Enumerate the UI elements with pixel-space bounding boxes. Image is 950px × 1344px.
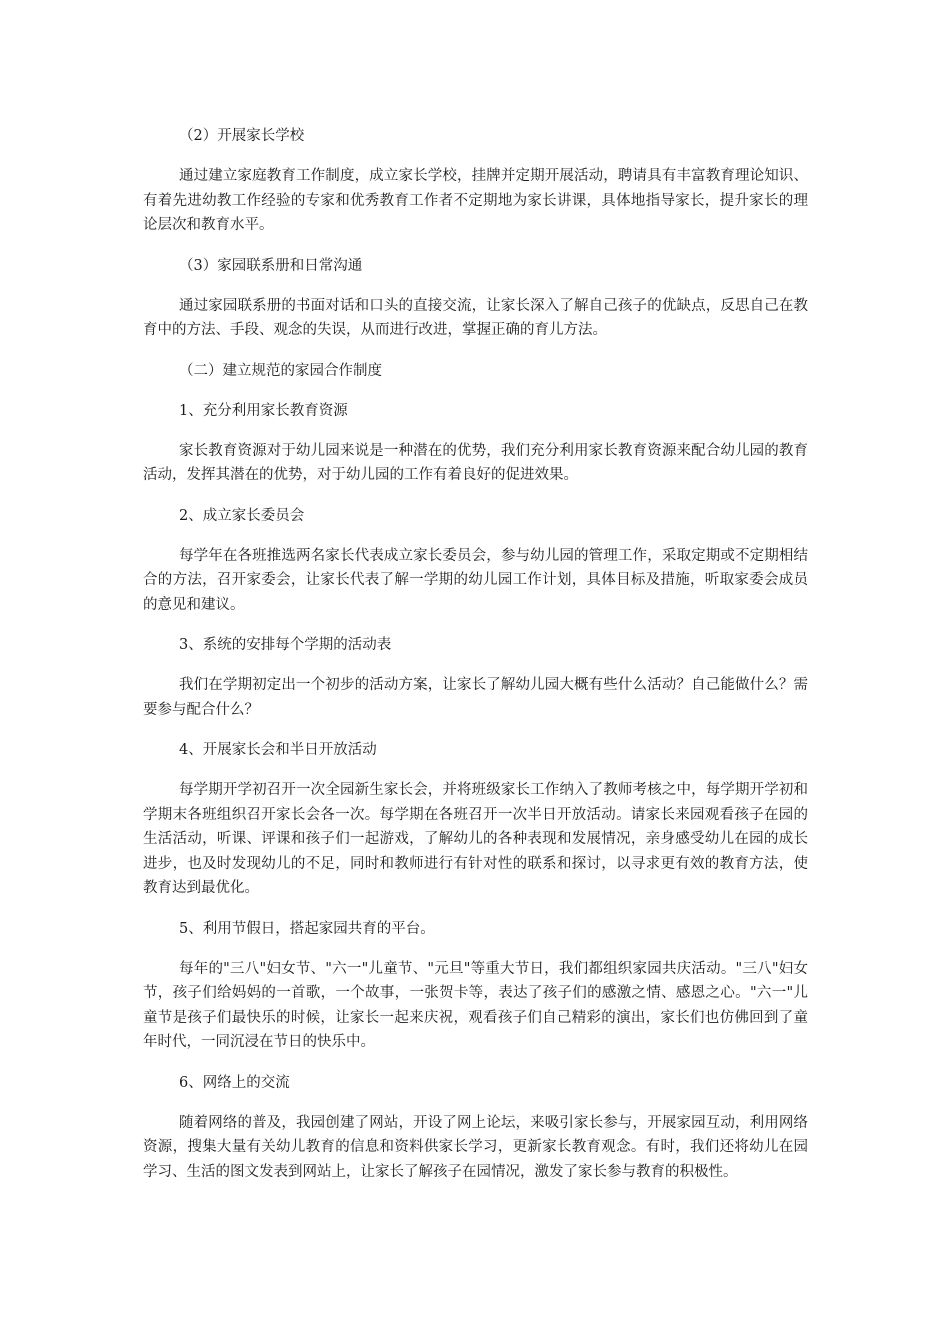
document-body	[143, 124, 808, 1200]
section-heading-parent-resources: 1、充分利用家长教育资源	[179, 402, 348, 419]
paragraph-contact-book: 通过家园联系册的书面对话和口头的直接交流，让家长深入了解自己孩子的优缺点，反思自己在教育中的方法、手段、观念的失误，从而进行改进，掌握正确的育儿方法。	[143, 297, 808, 338]
paragraph-activity-schedule: 我们在学期初定出一个初步的活动方案，让家长了解幼儿园大概有些什么活动？自己能做什么？需要参与配合什么？	[143, 677, 808, 718]
section-heading-parent-meeting: 4、开展家长会和半日开放活动	[179, 742, 377, 758]
section-heading-cooperation-system: （二）建立规范的家园合作制度	[179, 362, 382, 379]
paragraph-online-exchange: 随着网络的普及，我园创建了网站，开设了网上论坛，来吸引家长参与，开展家园互动，利用网络资源，搜集大量有关幼儿教育的信息和资料供家长学习，更新家长教育观念。有时，我们还将幼儿在园学习、生活的图文发表到网站上，让家长了解孩子在园情况，激发了家长参与教育的积极性。	[143, 1114, 808, 1180]
section-heading-parent-committee: 2、成立家长委员会	[179, 507, 305, 524]
section-heading-contact-book: （3）家园联系册和日常沟通	[179, 257, 363, 274]
section-heading-parent-school: （2）开展家长学校	[179, 128, 305, 144]
section-heading-holidays: 5、利用节假日，搭起家园共育的平台。	[179, 920, 435, 937]
paragraph-parent-resources: 家长教育资源对于幼儿园来说是一种潜在的优势，我们充分利用家长教育资源来配合幼儿园的教育活动，发挥其潜在的优势，对于幼儿园的工作有着良好的促进效果。	[143, 442, 808, 483]
paragraph-holidays: 每年的"三八"妇女节、"六一"儿童节、"元旦"等重大节日，我们都组织家园共庆活动。"三八"妇女节，孩子们给妈妈的一首歌，一个故事，一张贺卡等，表达了孩子们的感激之情、感恩之心。"六一"儿童节是孩子们最快乐的时候，让家长一起来庆祝，观看孩子们自己精彩的演出，家长们也仿佛回到了童年时代，一同沉浸在节日的快乐中。	[143, 960, 808, 1050]
section-heading-online-exchange: 6、网络上的交流	[179, 1074, 290, 1091]
section-heading-activity-schedule: 3、系统的安排每个学期的活动表	[179, 637, 392, 653]
paragraph-parent-meeting: 每学期开学初召开一次全园新生家长会，并将班级家长工作纳入了教师考核之中，每学期开学初和学期末各班组织召开家长会各一次。每学期在各班召开一次半日开放活动。请家长来园观看孩子在园的生活活动，听课、评课和孩子们一起游戏，了解幼儿的各种表现和发展情况，亲身感受幼儿在园的成长进步，也及时发现幼儿的不足，同时和教师进行有针对性的联系和探讨，以寻求更有效的教育方法，使教育达到最优化。	[143, 782, 808, 896]
paragraph-parent-school: 通过建立家庭教育工作制度，成立家长学校，挂牌并定期开展活动，聘请具有丰富教育理论知识、有着先进幼教工作经验的专家和优秀教育工作者不定期地为家长讲课，具体地指导家长，提升家长的理论层次和教育水平。	[143, 168, 808, 233]
paragraph-parent-committee: 每学年在各班推选两名家长代表成立家长委员会，参与幼儿园的管理工作，采取定期或不定期相结合的方法，召开家委会，让家长代表了解一学期的幼儿园工作计划，具体目标及措施，听取家委会成员的意见和建议。	[143, 547, 808, 613]
